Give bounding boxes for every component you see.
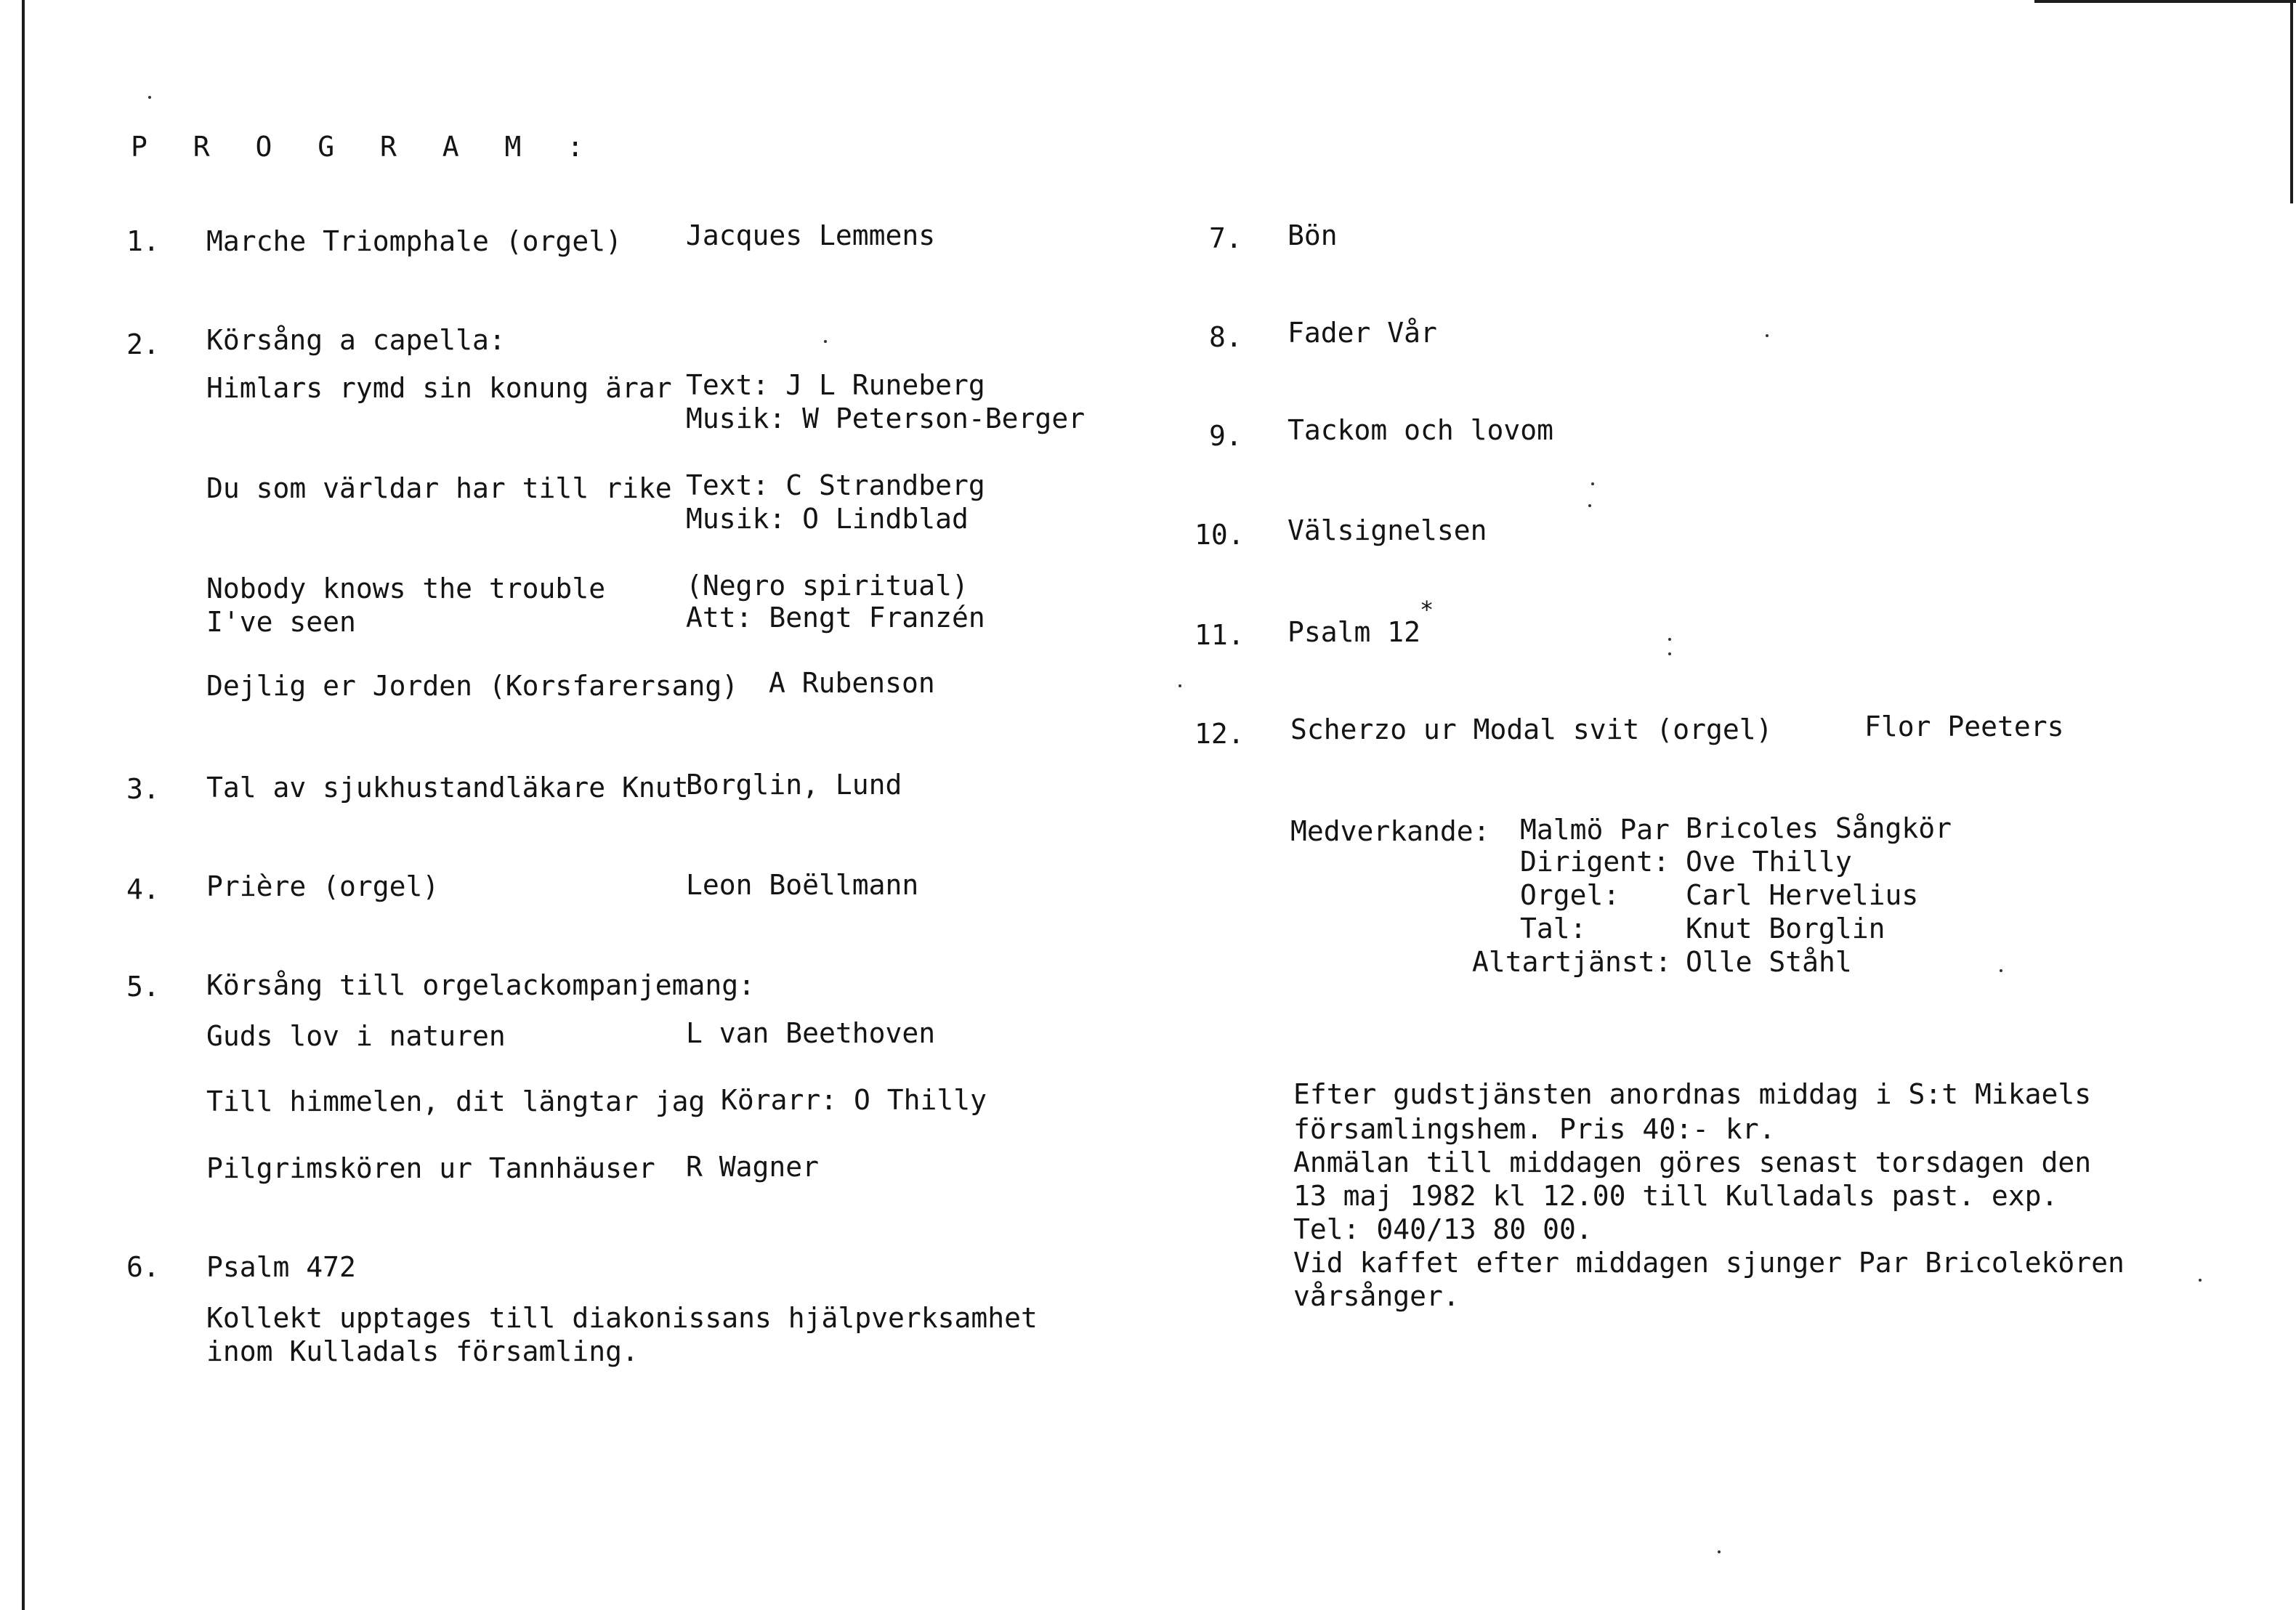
notice-line: församlingshem. Pris 40:- kr. xyxy=(1293,1113,1776,1145)
piece-credit: Körarr: O Thilly xyxy=(721,1084,987,1116)
item-title: Psalm 12 xyxy=(1288,616,1421,648)
scan-speck xyxy=(1588,504,1591,507)
piece-credit: Musik: W Peterson-Berger xyxy=(686,402,1086,434)
piece-credit: Musik: O Lindblad xyxy=(686,503,969,535)
scan-speck xyxy=(2199,1279,2202,1282)
credit-role: Orgel: xyxy=(1520,879,1620,911)
item-number: 3. xyxy=(126,773,160,805)
item-number: 2. xyxy=(126,328,160,360)
credit-role: Tal: xyxy=(1520,913,1587,944)
item-composer: Borglin, Lund xyxy=(686,769,902,801)
item-number: 8. xyxy=(1209,321,1242,353)
piece-title: Du som världar har till rike xyxy=(206,472,672,504)
credit-name: Knut Borglin xyxy=(1686,913,1885,944)
piece-credit: A Rubenson xyxy=(769,667,935,699)
program-heading: P R O G R A M : xyxy=(131,131,599,163)
page-border-top xyxy=(2034,0,2296,3)
item-number: 10. xyxy=(1195,519,1245,551)
collection-note: Kollekt upptages till diakonissans hjälpverksamhet xyxy=(206,1302,1038,1334)
item-number: 6. xyxy=(126,1251,160,1283)
scan-speck xyxy=(1668,638,1671,641)
credit-name: Carl Hervelius xyxy=(1686,879,1919,911)
scan-speck xyxy=(1668,652,1671,655)
item-title: Prière (orgel) xyxy=(206,870,440,902)
item-title: Scherzo ur Modal svit (orgel) xyxy=(1290,713,1773,745)
scan-speck xyxy=(1591,482,1594,485)
item-number: 1. xyxy=(126,225,160,257)
item-composer: Leon Boëllmann xyxy=(686,869,919,901)
notice-line: Anmälan till middagen göres senast torsdagen den xyxy=(1293,1146,2092,1178)
item-title: Fader Vår xyxy=(1288,317,1437,349)
item-title: Körsång a capella: xyxy=(206,324,506,356)
credit-role: Dirigent: xyxy=(1520,846,1670,878)
scan-speck xyxy=(2000,969,2002,972)
item-composer: Jacques Lemmens xyxy=(686,219,936,251)
scan-speck xyxy=(1179,684,1181,687)
credits-label: Medverkande: xyxy=(1290,815,1490,847)
notice-line: Vid kaffet efter middagen sjunger Par Bricolekören xyxy=(1293,1247,2125,1279)
credit-name: Bricoles Sångkör xyxy=(1686,812,1952,844)
item-title: Marche Triomphale (orgel) xyxy=(206,225,622,257)
credit-role: Altartjänst: xyxy=(1472,946,1672,978)
notice-line: Tel: 040/13 80 00. xyxy=(1293,1213,1593,1245)
scan-speck xyxy=(148,96,151,99)
credit-role: Malmö Par xyxy=(1520,814,1670,846)
item-title: Bön xyxy=(1288,219,1338,251)
scan-speck xyxy=(824,340,827,343)
item-number: 11. xyxy=(1195,619,1245,651)
scan-speck xyxy=(1718,1550,1721,1553)
page-border-left xyxy=(22,0,25,1610)
notice-line: 13 maj 1982 kl 12.00 till Kulladals past. exp. xyxy=(1293,1180,2058,1212)
piece-credit: L van Beethoven xyxy=(686,1017,936,1049)
piece-title: I've seen xyxy=(206,606,356,638)
credit-name: Olle Ståhl xyxy=(1686,946,1852,978)
item-number: 9. xyxy=(1209,420,1242,452)
piece-credit: Text: J L Runeberg xyxy=(686,369,985,401)
page-border-right xyxy=(2290,0,2293,203)
asterisk-mark: * xyxy=(1420,596,1434,623)
item-number: 5. xyxy=(126,971,160,1003)
notice-line: vårsånger. xyxy=(1293,1280,1460,1312)
item-title: Psalm 472 xyxy=(206,1251,356,1283)
item-title: Välsignelsen xyxy=(1288,514,1487,546)
item-number: 7. xyxy=(1209,222,1242,254)
piece-credit: (Negro spiritual) xyxy=(686,570,969,602)
piece-title: Guds lov i naturen xyxy=(206,1020,506,1052)
piece-credit: R Wagner xyxy=(686,1151,820,1183)
item-title: Körsång till orgelackompanjemang: xyxy=(206,969,755,1001)
piece-credit: Text: C Strandberg xyxy=(686,469,985,501)
collection-note: inom Kulladals församling. xyxy=(206,1335,639,1367)
notice-line: Efter gudstjänsten anordnas middag i S:t Mikaels xyxy=(1293,1078,2092,1110)
scan-speck xyxy=(1766,334,1769,337)
item-number: 4. xyxy=(126,873,160,905)
item-composer: Flor Peeters xyxy=(1864,711,2064,743)
item-title: Tackom och lovom xyxy=(1288,414,1554,446)
item-number: 12. xyxy=(1195,718,1245,750)
piece-title: Dejlig er Jorden (Korsfarersang) xyxy=(206,670,739,702)
piece-title: Himlars rymd sin konung ärar xyxy=(206,372,672,404)
piece-title: Nobody knows the trouble xyxy=(206,573,606,604)
piece-title: Till himmelen, dit längtar jag xyxy=(206,1085,706,1117)
piece-credit: Att: Bengt Franzén xyxy=(686,602,985,634)
piece-title: Pilgrimskören ur Tannhäuser xyxy=(206,1152,655,1184)
item-title: Tal av sjukhustandläkare Knut xyxy=(206,772,689,804)
credit-name: Ove Thilly xyxy=(1686,846,1852,878)
